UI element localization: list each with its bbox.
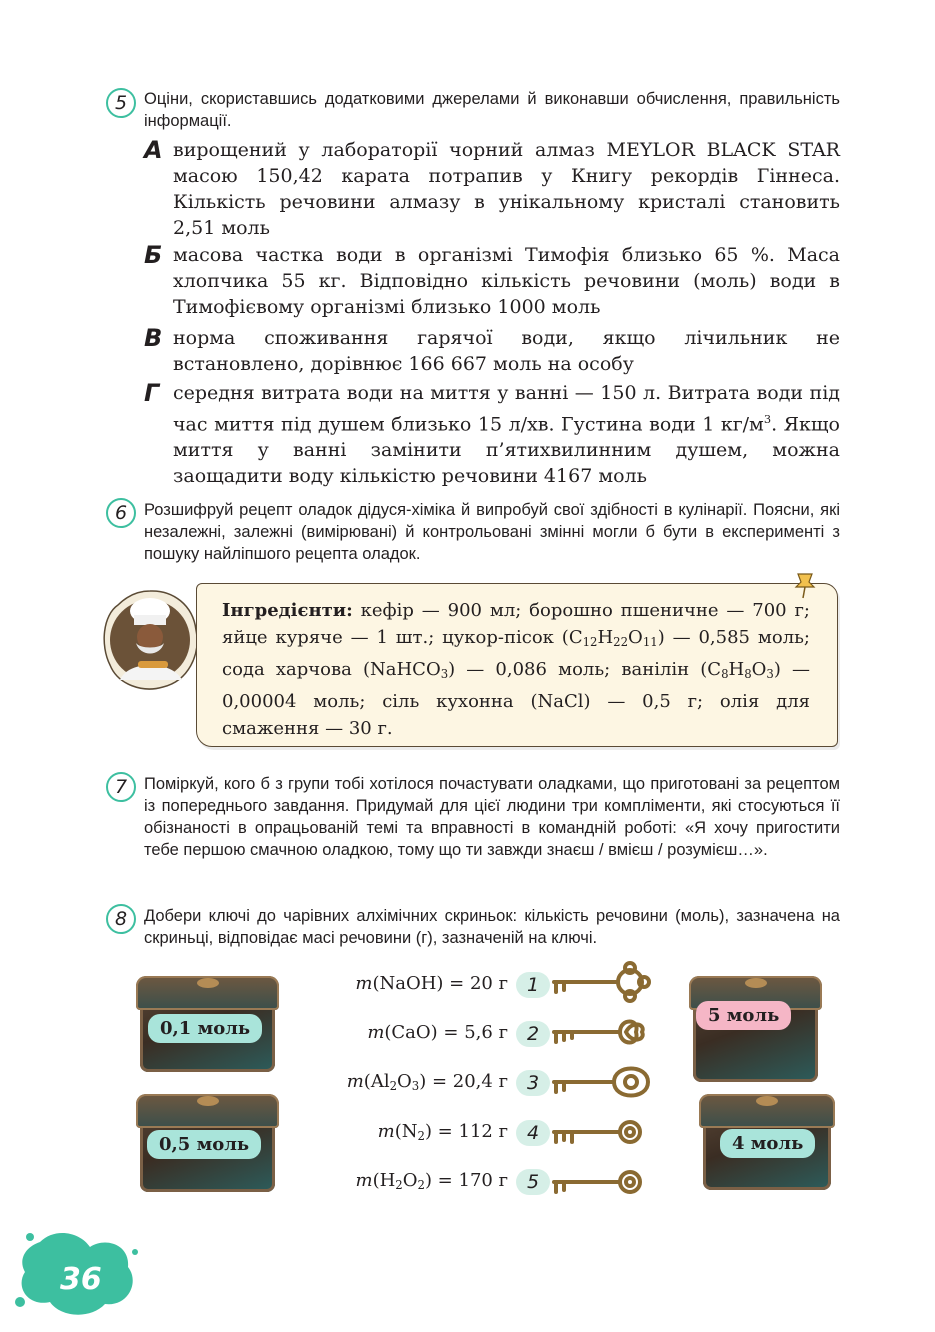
option-letter-v: В [144, 324, 163, 352]
task-6-text: Розшифруй рецепт оладок дідуся-хіміка й випробуй свої здібності в кулінарії. Поясни, які незалежні, залежні (вимірювані) й контрольовані змінні могли б бути в експерименті з пошуку найліпшого рецепта оладок. [144, 501, 840, 563]
key-4-icon [554, 1122, 640, 1142]
key-2-icon [554, 1022, 643, 1043]
task-7-number: 7 [106, 772, 136, 802]
key-formula-3: $m(Al_2O_3) = 20,4$ г [346, 1071, 508, 1093]
key-5-icon [554, 1172, 640, 1192]
ingredients-text: Інгредієнти: кефір — 900 мл; борошно пшеничне — 700 г; яйце куряче — 1 шт.; цукор-пісок $(C_{12}H_{22}O_{11})$ — 0,585 моль; сода харчова (NaHCO$_3$) — 0,086 моль; ванілін $(C_8H_8O_3)$ — 0,00004 моль; сіль кухонна (NaCl) — 0,5 г; олія для смаження — 30 г. [222, 600, 810, 739]
key-number-2: 2 [516, 1021, 550, 1047]
option-v-text: норма споживання гарячої води, якщо лічильник не встановлено, дорівнює 166 667 моль на особу [173, 327, 840, 375]
key-number-1: 1 [516, 972, 550, 998]
key-number-5: 5 [516, 1169, 550, 1195]
chest-3 [693, 982, 818, 1082]
page-number: 36 [60, 1262, 102, 1297]
option-a-text: вирощений у лабораторії чорний алмаз MEYLOR BLACK STAR масою 150,42 карата потрапив у Книгу рекордів Гіннеса. Кількість речовини алмазу в унікальному кристалі становить 2,51 моль [173, 139, 840, 239]
option-g-text: середня витрата води на миття у ванні — 150 л. Витрата води під час миття під душем близько 15 л/хв. Густина води 1 $кг/м^3$. Якщо миття у ванні замінити п’ятихвилинним душем, можна заощадити воду кількістю речовини 4167 моль [173, 382, 840, 488]
pushpin-icon [790, 570, 820, 600]
task-5-number: 5 [106, 88, 136, 118]
chest-label-5: 5 моль [696, 1001, 791, 1030]
task-5-text: Оціни, скориставшись додатковими джерелами й виконавши обчислення, правильність інформації. [144, 90, 840, 130]
key-number-3: 3 [516, 1070, 550, 1096]
chef-illustration [98, 585, 203, 695]
chest-label-0-1: 0,1 моль [148, 1014, 262, 1043]
chest-label-4: 4 моль [720, 1129, 815, 1158]
option-letter-b: Б [144, 241, 163, 269]
option-letter-a: А [144, 136, 163, 164]
key-formula-5: $m(H_2O_2) = 170$ г [355, 1170, 508, 1192]
key-3-icon [554, 1069, 648, 1096]
option-letter-g: Г [144, 379, 160, 407]
chest-label-0-5: 0,5 моль [147, 1130, 261, 1159]
key-1-icon [554, 963, 649, 1001]
task-8-number: 8 [106, 904, 136, 934]
task-6-number: 6 [106, 498, 136, 528]
key-number-4: 4 [516, 1120, 550, 1146]
key-formula-4: $m(N_2) = 112$ г [377, 1121, 508, 1143]
task-8-text: Добери ключі до чарівних алхімічних скриньок: кількість речовини (моль), зазначена на скриньці, відповідає масі речовини (г), зазначеній на ключі. [144, 907, 840, 947]
key-formula-2: m(CaO) = 5,6 г [367, 1022, 508, 1043]
key-formula-1: m(NaOH) = 20 г [355, 973, 508, 994]
task-7-text: Поміркуй, кого б з групи тобі хотілося почастувати оладками, що приготовані за рецептом із попереднього завдання. Придумай для цієї людини три компліменти, які стосуються її обізнаності в опрацьованій темі та вправності в командній роботі: «Я хочу пригостити тебе першою смачною оладкою, тому що ти завжди знаєш / вмієш / розумієш…». [144, 775, 840, 859]
keys-illustration [548, 960, 658, 1200]
option-b-text: масова частка води в організмі Тимофія близько 65 %. Маса хлопчика 55 кг. Відповідно кількість речовини (моль) води в Тимофієвому організмі близько 1000 моль [173, 244, 840, 318]
